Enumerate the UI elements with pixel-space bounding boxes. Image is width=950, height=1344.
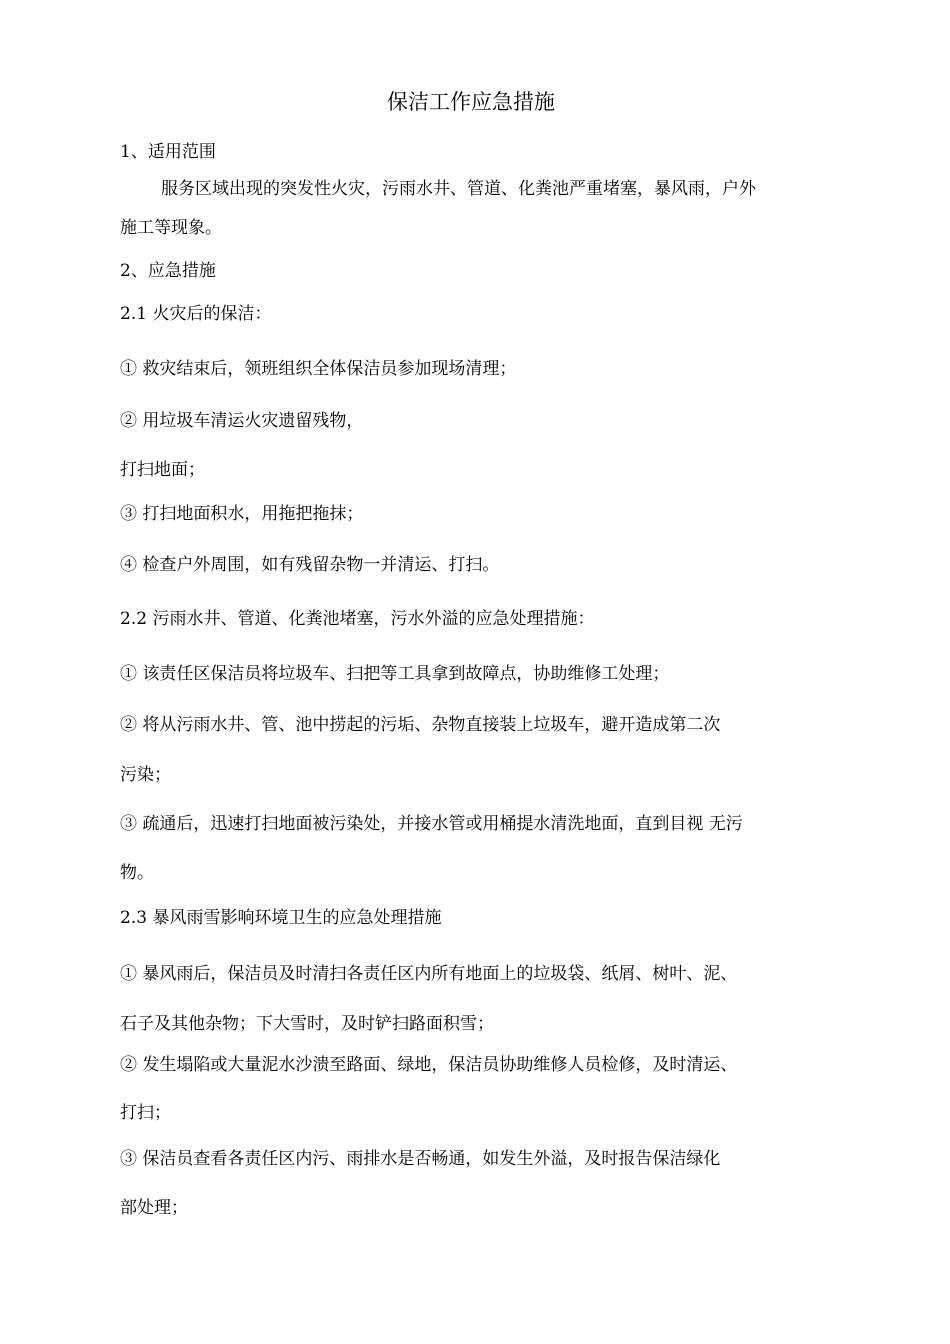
list-item-continuation: 打扫； [120, 1103, 171, 1123]
list-item: ③ 疏通后，迅速打扫地面被污染处，并接水管或用桶提水清洗地面，直到目视 无污 [120, 814, 743, 834]
subsection-heading-storm: 2.3 暴风雨雪影响环境卫生的应急处理措施 [120, 908, 442, 928]
list-item: ① 该责任区保洁员将垃圾车、扫把等工具拿到故障点，协助维修工处理； [120, 664, 670, 684]
list-item-continuation: 物。 [120, 863, 154, 883]
page-title: 保洁工作应急措施 [387, 90, 555, 114]
paragraph-line: 服务区域出现的突发性火灾，污雨水井、管道、化粪池严重堵塞，暴风雨，户外 [161, 179, 756, 199]
list-item: ② 发生塌陷或大量泥水沙溃至路面、绿地，保洁员协助维修人员检修，及时清运、 [120, 1055, 738, 1075]
list-item-continuation: 打扫地面； [120, 460, 205, 480]
list-item-continuation: 污染； [120, 765, 171, 785]
section-heading-scope: 1、适用范围 [120, 142, 216, 162]
list-item: ② 将从污雨水井、管、池中捞起的污垢、杂物直接装上垃圾车，避开造成第二次 [120, 715, 721, 735]
subsection-heading-drainage: 2.2 污雨水井、管道、化粪池堵塞，污水外溢的应急处理措施： [120, 609, 595, 629]
list-item: ④ 检查户外周围，如有残留杂物一并清运、打扫。 [120, 555, 500, 575]
section-heading-measures: 2、应急措施 [120, 261, 216, 281]
list-item-continuation: 部处理； [120, 1198, 188, 1218]
list-item: ① 暴风雨后，保洁员及时清扫各责任区内所有地面上的垃圾袋、纸屑、树叶、泥、 [120, 964, 738, 984]
list-item: ③ 打扫地面积水，用拖把拖抹； [120, 504, 364, 524]
list-item: ③ 保洁员查看各责任区内污、雨排水是否畅通，如发生外溢，及时报告保洁绿化 [120, 1149, 721, 1169]
list-item-continuation: 石子及其他杂物；下大雪时，及时铲扫路面积雪； [120, 1014, 494, 1034]
list-item: ① 救灾结束后，领班组织全体保洁员参加现场清理； [120, 359, 517, 379]
subsection-heading-fire: 2.1 火灾后的保洁： [120, 304, 272, 324]
paragraph-line: 施工等现象。 [120, 218, 222, 238]
list-item: ② 用垃圾车清运火灾遗留残物， [120, 411, 364, 431]
